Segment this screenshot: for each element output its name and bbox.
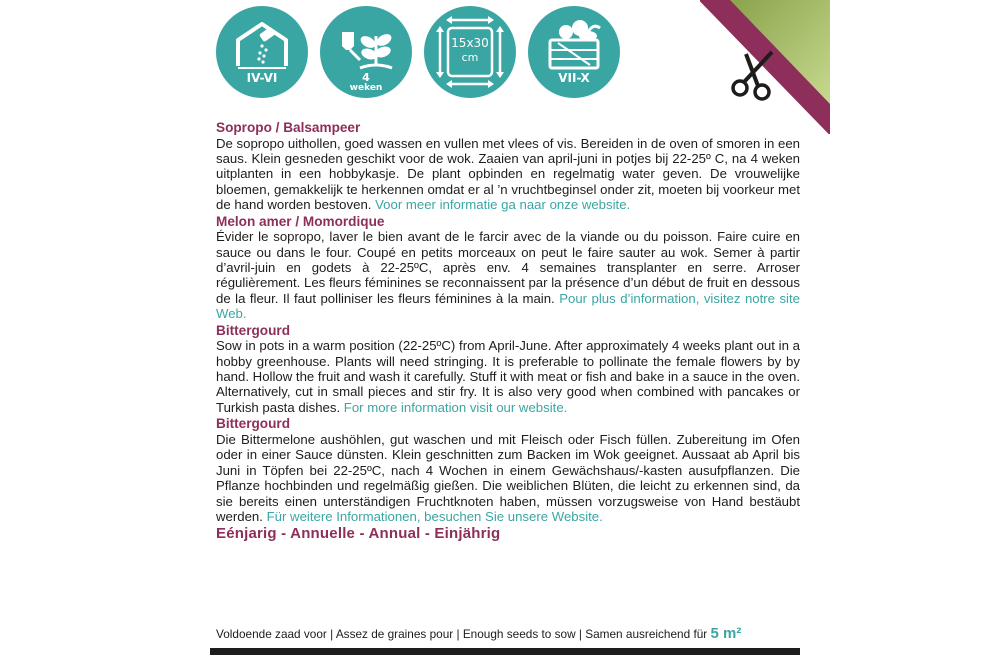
section-body-nl: De sopropo uithollen, goed wassen en vullen met vlees of vis. Bereiden in de oven of smoren in een saus. Klein gesneden geschikt voor de wok. Zaaien van april-juni in potjes bij 22-25º C, na 4 weken uitplanten in een hobbykasje. De plant opbinden en regelmatig water geven. De vrouwelijke bloemen, gemakkelijk te herkennen omdat er al ’n vruchtbeginsel onder zit, moeten bij voorkeur met de hand worden bestoven. Voor meer informatie ga naar onze website. <box>216 135 800 213</box>
section-heading-nl: Sopropo / Balsampeer <box>216 120 361 135</box>
seed-quantity <box>216 625 816 642</box>
section-heading-en: Bittergourd <box>216 322 291 338</box>
section-body-en: Sow in pots in a warm position (22-25ºC) from April-June. After approximately 4 weeks plant out in a hobby greenhouse. Plants will need stringing. It is preferable to pollinate the female flowers by by hand. Hollow the fruit and wash it carefully. Stuff it with meat or fish and bake in a sauce in the oven. Alternatively, cut in small pieces and stir fry. It is also very good when combined with pancakes or Turkish pasta dishes. For more information visit our website. <box>216 338 800 415</box>
website-link-fr[interactable]: Pour plus d’information, visitez notre site Web. <box>216 290 800 322</box>
transplant-weeks-unit: weken <box>349 83 383 93</box>
description-text <box>216 120 800 543</box>
seed-area: 5 m² <box>710 625 742 642</box>
spacing-unit: cm <box>461 51 479 64</box>
website-link-nl[interactable]: Voor meer informatie ga naar onze website. <box>375 197 631 213</box>
section-heading-fr: Melon amer / Momordique <box>216 213 385 229</box>
section-heading-de: Bittergourd <box>216 416 291 432</box>
transplant-icon <box>320 6 412 98</box>
scissors-icon <box>728 46 784 102</box>
spacing-value: 15x30 <box>451 36 489 50</box>
website-link-de[interactable]: Für weitere Informationen, besuchen Sie unsere Website. <box>266 508 603 524</box>
spacing-icon <box>424 6 516 98</box>
seed-quantity-text: Voldoende zaad voor | Assez de graines pour | Enough seeds to sow | Samen ausreichend für <box>216 627 711 641</box>
harvest-crate-icon <box>528 6 620 98</box>
pictogram-row <box>210 6 630 102</box>
transplant-weeks-number: 4 <box>362 71 370 84</box>
section-body-de: Die Bittermelone aushöhlen, gut waschen und mit Fleisch oder Fisch füllen. Zubereitung im Ofen oder in einer Sauce dünsten. Klein geschnitten zum Backen im Wok geeignet. Aussaat ab April bis Juni in Töpfen bei 22-25ºC, nach 4 Wochen in einem Gewächshaus/-kasten ausufpflanzen. Die Pflanze hochbinden und regelmäßig gießen. Die weiblichen Blüten, die leicht zu erkennen sind, da sie bereits einen unterständigen Fruchtknoten haben, müssen vorzugsweise von Hand bestäubt werden. Für weitere Informationen, besuchen Sie unsere Website. <box>216 431 800 524</box>
website-link-en[interactable]: For more information visit our website. <box>343 399 568 415</box>
sowing-period: IV-VI <box>246 71 278 85</box>
bottom-band <box>210 648 800 655</box>
sowing-indoors-icon <box>216 6 308 98</box>
section-body-fr: Évider le sopropo, laver le bien avant de le farcir avec de la viande ou du poisson. Faire cuire en sauce ou dans le four. Coupé en petits morceaux on peut le faire sauter au wok. Semer à partir d’avril-juin en godets à 22-25ºC, après env. 4 semaines transplanter en serre. Arroser régulièrement. Les fleurs féminines se reconnaissent par la présence d’un début de fruit en dessous de la fleur. Il faut polliniser les fleurs féminines à la main. Pour plus d’information, visitez notre site Web. <box>216 229 800 322</box>
annual-label: Eénjarig - Annuelle - Annual - Einjährig <box>216 525 501 543</box>
seed-packet-back <box>210 0 830 655</box>
harvest-period: VII-X <box>558 71 590 85</box>
cut-corner <box>700 0 830 134</box>
